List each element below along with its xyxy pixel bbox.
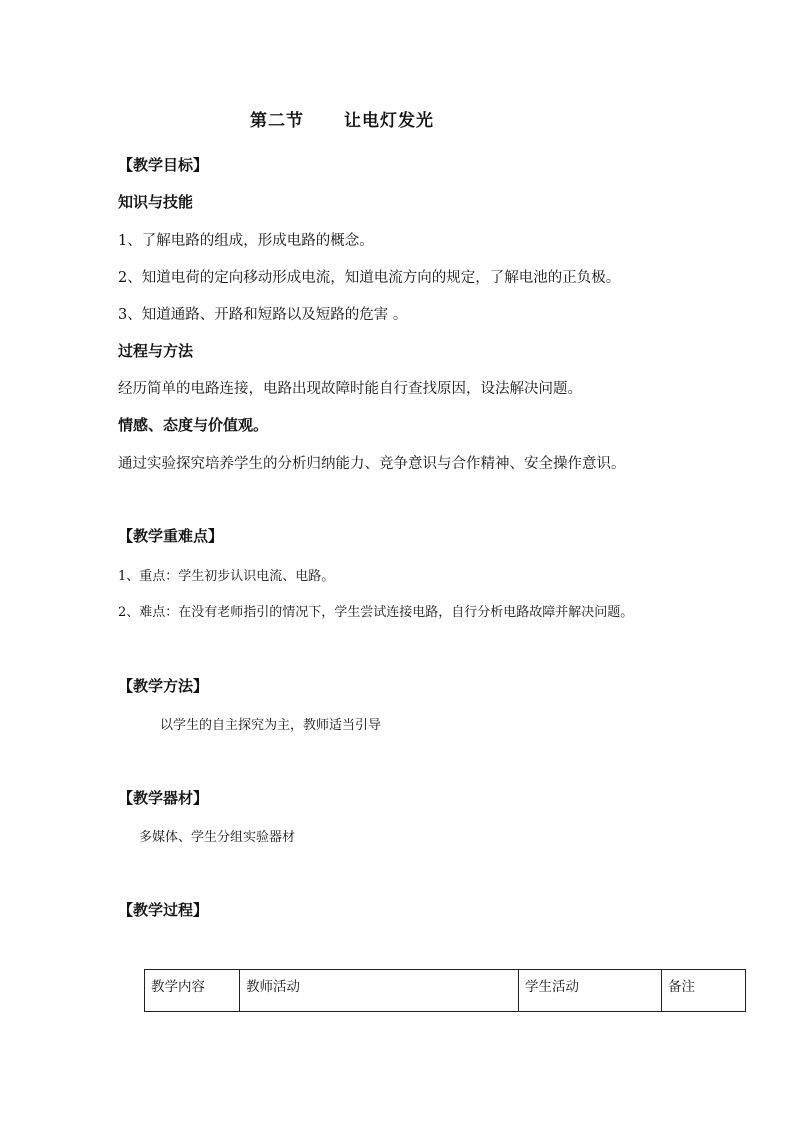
key-point-1: 1、重点：学生初步认识电流、电路。: [118, 569, 335, 584]
page-title: [250, 106, 434, 131]
method-text: 以学生的自主探究为主，教师适当引导: [160, 718, 382, 733]
knowledge-item-1: 1、了解电路的组成，形成电路的概念。: [118, 233, 374, 249]
column-header-teacher: 教师活动: [240, 970, 519, 1012]
process-method-heading: 过程与方法: [118, 342, 194, 360]
process-method-text: 经历简单的电路连接，电路出现故障时能自行查找原因，设法解决问题。: [118, 381, 582, 397]
knowledge-item-2: 2、知道电荷的定向移动形成电流，知道电流方向的规定，了解电池的正负极。: [118, 270, 621, 286]
knowledge-item-3: 3、知道通路、开路和短路以及短路的危害 。: [118, 307, 408, 323]
equipment-text: 多媒体、学生分组实验器材: [139, 830, 296, 845]
key-points-heading: 【教学重难点】: [118, 527, 224, 545]
teaching-process-heading: 【教学过程】: [118, 901, 209, 919]
key-point-2: 2、难点：在没有老师指引的情况下，学生尝试连接电路，自行分析电路故障并解决问题。: [118, 605, 634, 620]
table-header-row: [145, 970, 746, 1012]
emotion-heading: 情感、态度与价值观。: [118, 416, 269, 434]
knowledge-heading: 知识与技能: [118, 193, 194, 211]
equipment-heading: 【教学器材】: [118, 789, 209, 807]
objectives-heading: 【教学目标】: [118, 156, 209, 174]
column-header-student: 学生活动: [519, 970, 662, 1012]
teaching-process-table: [144, 969, 746, 1012]
lesson-name: 让电灯发光: [344, 111, 434, 131]
column-header-notes: 备注: [662, 970, 746, 1012]
section-number: 第二节: [250, 111, 304, 131]
method-heading: 【教学方法】: [118, 677, 209, 695]
emotion-text: 通过实验探究培养学生的分析归纳能力、竞争意识与合作精神、安全操作意识。: [118, 456, 626, 472]
column-header-content: 教学内容: [145, 970, 240, 1012]
